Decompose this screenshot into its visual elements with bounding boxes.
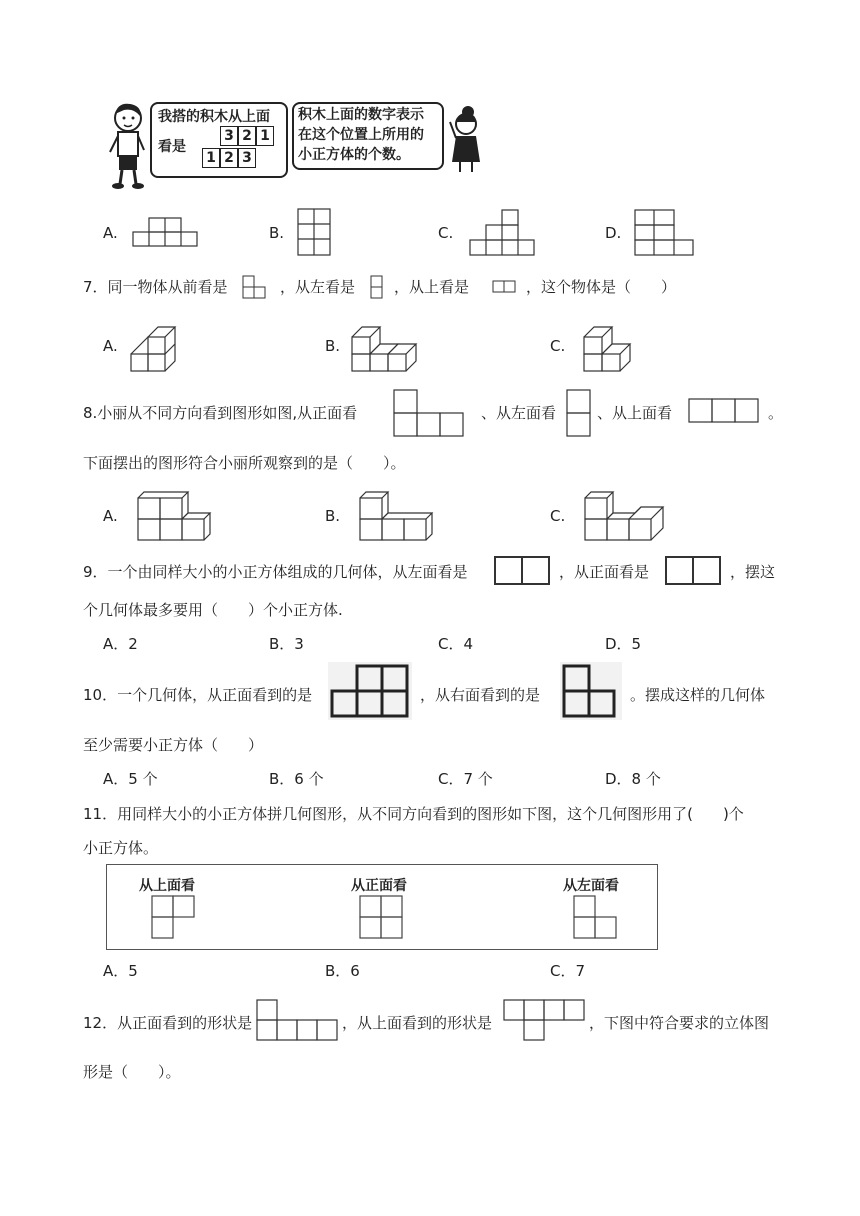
girl-figure [448,102,484,176]
q7-mid1: ，从左看是 [280,278,356,296]
q12-front-view-figure [256,999,342,1043]
q7-option-a-label: A. [103,337,118,355]
q7-option-c-figure[interactable] [582,318,640,372]
q11-option-a[interactable]: A．5 [103,962,138,980]
q9-line2: 个几何体最多要用（ ）个小正方体. [83,601,343,619]
q10-line2: 至少需要小正方体（ ） [83,736,264,754]
q9-mid: ，从正面看是 [559,563,650,581]
q8-option-c-figure[interactable] [583,488,667,542]
q8-line2: 下面摆出的图形符合小丽所观察到的是（ ）。 [83,454,406,472]
q7-left-view-figure [370,275,384,299]
q11-line1: 11．用同样大小的小正方体拼几何图形，从不同方向看到的图形如下图，这个几何图形用了( )个 [83,805,744,823]
boy-figure [106,100,146,192]
q6-option-c-figure[interactable] [470,208,536,258]
q10-right-view-figure [560,662,622,720]
q8-prefix: 8.小丽从不同方向看到图形如图,从正面看 [83,404,358,422]
q8-front-view-figure [393,389,465,437]
q10-option-b[interactable]: B．6 个 [269,770,324,788]
q8-top-view-figure [688,398,760,424]
q8-option-b-figure[interactable] [358,488,434,542]
q11-front-view-figure [359,895,405,941]
q6-option-d-figure[interactable] [635,208,695,258]
grid-cell: 2 [220,148,238,168]
q6-option-c-label: C. [438,224,454,242]
top-illustration [100,96,500,196]
q8-option-a-label: A. [103,507,118,525]
q8-mid2: 、从上面看 [597,404,673,422]
q9-prefix: 9．一个由同样大小的小正方体组成的几何体，从左面看是 [83,563,468,581]
q11-left-view-figure [573,895,619,941]
grid-cell: 2 [238,126,256,146]
q7-option-a-figure[interactable] [127,318,187,372]
q6-option-a-figure[interactable] [133,212,199,248]
boy-speech-line2: 看是 [158,139,186,155]
boy-speech-line1: 我搭的积木从上面 [158,109,270,125]
q10-mid: ，从右面看到的是 [420,686,541,704]
q9-suffix: ，摆这 [730,563,776,581]
q11-views-box [106,864,658,950]
grid-cell: 1 [202,148,220,168]
q11-option-c[interactable]: C．7 [550,962,586,980]
q11-left-view-label: 从左面看 [563,878,619,894]
girl-speech-line: 小正方体的个数。 [298,147,410,163]
girl-speech-bubble [292,102,444,170]
q6-option-b-label: B. [269,224,285,242]
q7-suffix: ，这个物体是（ ） [526,278,677,296]
q10-option-a[interactable]: A．5 个 [103,770,158,788]
q12-suffix: ，下图中符合要求的立体图 [589,1014,770,1032]
q7-front-view-figure [242,275,268,299]
q12-top-view-figure [503,999,589,1043]
q9-option-b[interactable]: B．3 [269,635,304,653]
q12-mid: ，从上面看到的形状是 [342,1014,493,1032]
q7-prefix: 7．同一物体从前看是 [83,278,228,296]
q8-end: 。 [768,404,784,422]
q8-option-b-label: B. [325,507,341,525]
q10-suffix: 。摆成这样的几何体 [630,686,766,704]
q8-option-a-figure[interactable] [136,488,212,542]
q9-left-view-figure [494,556,552,586]
q11-option-b[interactable]: B．6 [325,962,360,980]
q9-option-d[interactable]: D．5 [605,635,642,653]
q7-top-view-figure [492,280,518,294]
q11-top-view-label: 从上面看 [139,878,195,894]
girl-speech-line: 在这个位置上所用的 [298,127,424,143]
q9-option-a[interactable]: A．2 [103,635,138,653]
girl-speech-line: 积木上面的数字表示 [298,107,424,123]
grid-cell: 3 [220,126,238,146]
q11-front-view-label: 从正面看 [351,878,407,894]
q11-line2: 小正方体。 [83,839,159,857]
q7-mid2: ，从上看是 [394,278,470,296]
grid-cell: 1 [256,126,274,146]
q11-top-view-figure [151,895,197,941]
q6-option-d-label: D. [605,224,622,242]
q10-prefix: 10．一个几何体，从正面看到的是 [83,686,313,704]
q7-option-b-figure[interactable] [350,318,422,372]
q9-front-view-figure [665,556,723,586]
q6-option-b-figure[interactable] [297,208,333,258]
q10-front-view-figure [328,662,412,720]
q8-option-c-label: C. [550,507,566,525]
q6-option-a-label: A. [103,224,118,242]
q10-option-d[interactable]: D．8 个 [605,770,661,788]
q8-mid1: 、从左面看 [481,404,557,422]
q9-option-c[interactable]: C．4 [438,635,474,653]
q8-left-view-figure [566,389,592,437]
q12-line2: 形是（ ）。 [83,1063,181,1081]
q12-prefix: 12．从正面看到的形状是 [83,1014,253,1032]
q7-option-b-label: B. [325,337,341,355]
q7-option-c-label: C. [550,337,566,355]
grid-cell: 3 [238,148,256,168]
boy-speech-bubble [150,102,288,178]
q10-option-c[interactable]: C．7 个 [438,770,493,788]
